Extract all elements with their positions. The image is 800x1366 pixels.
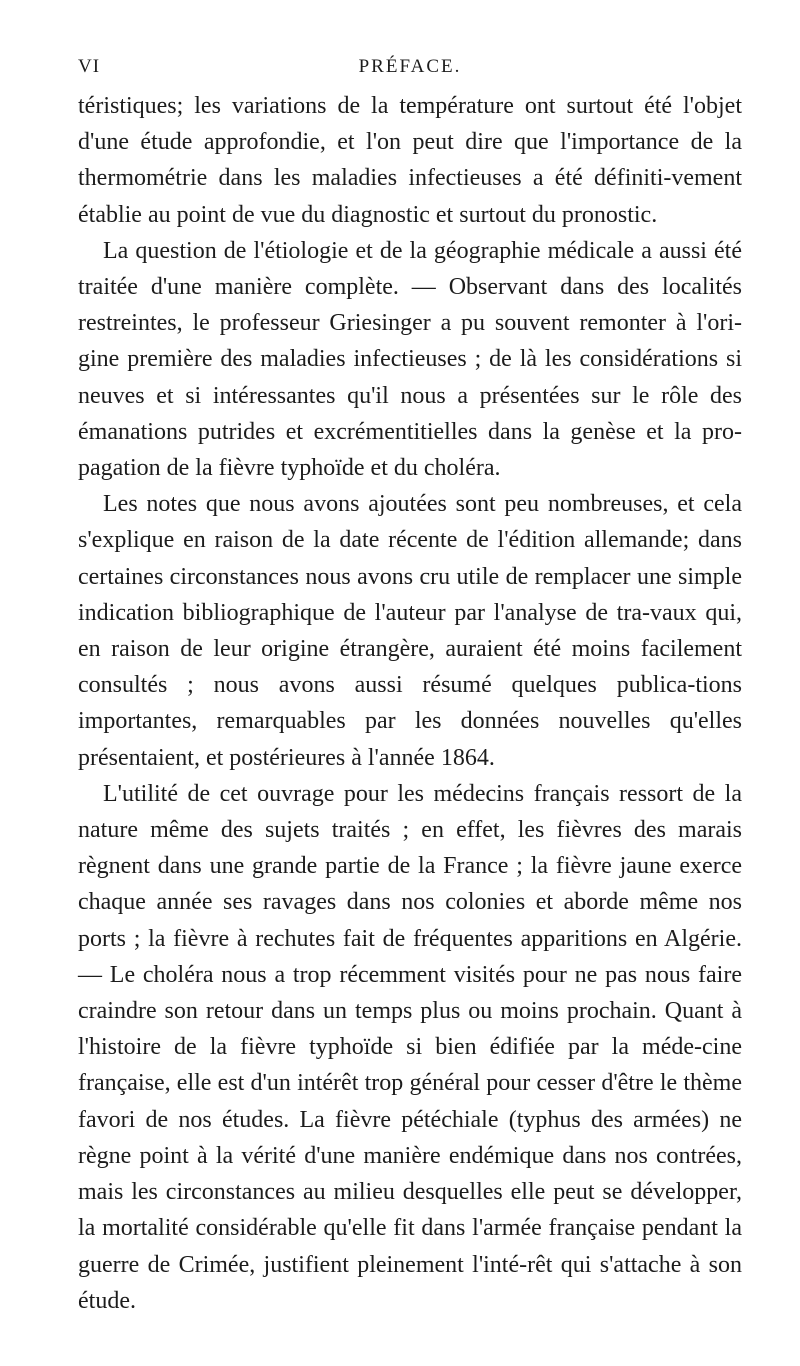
page-number: VI [78,56,101,77]
body-text [78,88,742,1319]
paragraph-utility: L'utilité de cet ouvrage pour les médecins français ressort de la nature même des sujets traités ; en effet, les fièvres des marais règnent dans une grande partie de la France ; la fièvre jaune exerce chaque année ses ravages dans nos colonies et aborde même nos ports ; la fièvre à rechutes fait de fréquentes apparitions en Algérie. — Le choléra nous a trop récemment visités pour ne pas nous faire craindre son retour dans un temps plus ou moins prochain. Quant à l'histoire de la fièvre typhoïde si bien édifiée par la méde-cine française, elle est d'un intérêt trop général pour cesser d'être le thème favori de nos études. La fièvre pétéchiale (typhus des armées) ne règne point à la vérité d'une manière endémique dans nos contrées, mais les circonstances au milieu desquelles elle peut se développer, la mortalité considérable qu'elle fit dans l'armée française pendant la guerre de Crimée, justifient pleinement l'inté-rêt qui s'attache à son étude. [78,780,742,1314]
running-title: PRÉFACE. [358,56,462,77]
running-head [78,56,742,84]
paragraph-continuation: téristiques; les variations de la température ont surtout été l'objet d'une étude approfondie, et l'on peut dire que l'importance de la thermométrie dans les maladies infectieuses a été définiti-vement établie au point de vue du diagnostic et surtout du pronostic. [78,93,742,228]
paragraph-etiology: La question de l'étiologie et de la géographie médicale a aussi été traitée d'une manière complète. — Observant dans des localités restreintes, le professeur Griesinger a pu souvent remonter à l'ori-gine première des maladies infectieuses ; de là les considérations si neuves et si intéressantes qu'il nous a présentées sur le rôle des émanations putrides et excrémentitielles dans la genèse et la pro-pagation de la fièvre typhoïde et du choléra. [78,237,742,482]
paragraph-notes: Les notes que nous avons ajoutées sont peu nombreuses, et cela s'explique en raison de la date récente de l'édition allemande; dans certaines circonstances nous avons cru utile de remplacer une simple indication bibliographique de l'auteur par l'analyse de tra-vaux qui, en raison de leur origine étrangère, auraient été moins facilement consultés ; nous avons aussi résumé quelques publica-tions importantes, remarquables par les données nouvelles qu'elles présentaient, et postérieures à l'année 1864. [78,491,742,771]
